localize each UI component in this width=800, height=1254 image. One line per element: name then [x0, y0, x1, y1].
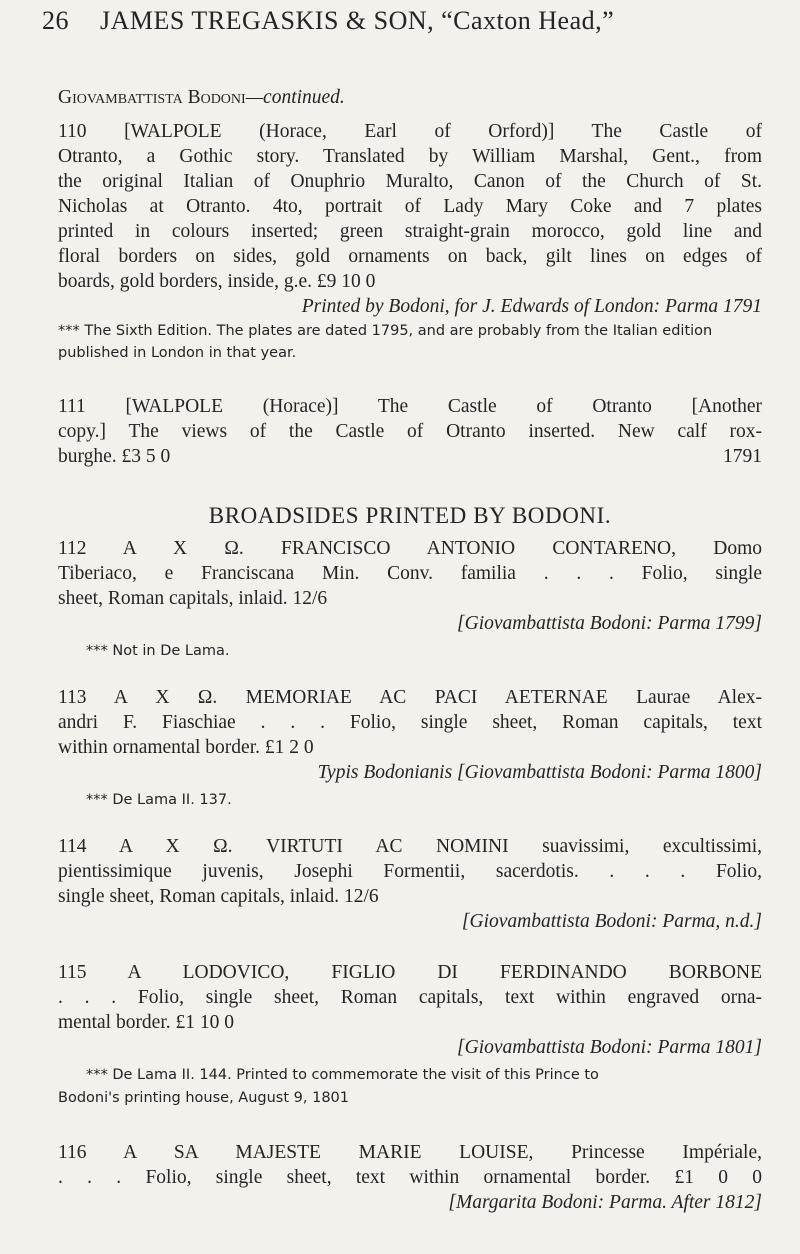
- entry-113-line-1: 113 A X Ω. MEMORIAE AC PACI AETERNAE Laurae Alex-: [58, 687, 762, 708]
- entry-112-note: *** Not in De Lama.: [86, 643, 230, 659]
- running-title: JAMES TREGASKIS & SON, “Caxton Head,”: [100, 6, 615, 35]
- section-name: Giovambattista Bodoni: [58, 87, 246, 108]
- entry-113-line-2: andri F. Fiaschiae . . . Folio, single sheet, Roman capitals, text: [58, 712, 762, 733]
- page-number: 26: [42, 6, 69, 35]
- section-running-head: [58, 86, 762, 110]
- entry-114-line-3: single sheet, Roman capitals, inlaid. 12/6: [58, 886, 379, 907]
- entry-112-line-3: sheet, Roman capitals, inlaid. 12/6: [58, 588, 328, 609]
- entry-110-line-1: 110 [WALPOLE (Horace, Earl of Orford)] The Castle of: [58, 121, 762, 142]
- entry-116-line-2: . . . Folio, single sheet, text within ornamental border. £1 0 0: [58, 1167, 762, 1188]
- section-suffix: —continued.: [245, 87, 345, 108]
- entry-115-line-1: 115 A LODOVICO, FIGLIO DI FERDINANDO BORBONE: [58, 962, 762, 983]
- entry-114-line-1: 114 A X Ω. VIRTUTI AC NOMINI suavissimi, excultissimi,: [58, 836, 762, 857]
- entry-110-line-2: Otranto, a Gothic story. Translated by William Marshal, Gent., from: [58, 146, 762, 167]
- entry-115-imprint: [Giovambattista Bodoni: Parma 1801]: [457, 1037, 762, 1058]
- entry-113-line-3: within ornamental border. £1 2 0: [58, 737, 314, 758]
- entry-113-note: *** De Lama II. 137.: [86, 792, 232, 808]
- entry-114-line-2: pientissimique juvenis, Josephi Formentii, sacerdotis. . . . Folio,: [58, 861, 762, 882]
- entry-110-line-7: boards, gold borders, inside, g.e. £9 10 0: [58, 271, 376, 292]
- entry-110-line-5: printed in colours inserted; green straight-grain morocco, gold line and: [58, 221, 762, 242]
- entry-115-note: *** De Lama II. 144. Printed to commemorate the visit of this Prince to: [86, 1067, 599, 1083]
- entry-116-imprint: [Margarita Bodoni: Parma. After 1812]: [448, 1192, 762, 1213]
- entry-112-imprint: [Giovambattista Bodoni: Parma 1799]: [457, 613, 762, 634]
- entry-110-line-6: floral borders on sides, gold ornaments on back, gilt lines on edges of: [58, 246, 762, 267]
- entry-110-note: *** The Sixth Edition. The plates are dated 1795, and are probably from the Italian edition published in London in that year.: [58, 323, 713, 361]
- entry-110-line-4: Nicholas at Otranto. 4to, portrait of Lady Mary Coke and 7 plates: [58, 196, 762, 217]
- entry-115-line-3: mental border. £1 10 0: [58, 1012, 235, 1033]
- entry-110-imprint: Printed by Bodoni, for J. Edwards of London: Parma 1791: [301, 296, 762, 317]
- entry-111-date: 1791: [723, 446, 762, 467]
- broadsides-heading: BROADSIDES PRINTED BY BODONI.: [208, 503, 612, 528]
- entry-116-line-1: 116 A SA MAJESTE MARIE LOUISE, Princesse Impériale,: [58, 1142, 762, 1163]
- entry-110-line-3: the original Italian of Onuphrio Muralto, Canon of the Church of St.: [58, 171, 762, 192]
- page-header: [42, 6, 614, 36]
- entry-113-imprint: Typis Bodonianis [Giovambattista Bodoni: Parma 1800]: [317, 762, 762, 783]
- entry-112-line-1: 112 A X Ω. FRANCISCO ANTONIO CONTARENO, Domo: [58, 538, 762, 559]
- entry-111-line-2: copy.] The views of the Castle of Otranto inserted. New calf rox-: [58, 421, 762, 442]
- entry-112-line-2: Tiberiaco, e Franciscana Min. Conv. familia . . . Folio, single: [58, 563, 762, 584]
- entry-114-imprint: [Giovambattista Bodoni: Parma, n.d.]: [461, 911, 762, 932]
- entry-111-line-1: 111 [WALPOLE (Horace)] The Castle of Otranto [Another: [58, 396, 762, 417]
- entry-115-note-cont: Bodoni's printing house, August 9, 1801: [58, 1090, 350, 1106]
- entry-115-line-2: . . . Folio, single sheet, Roman capitals, text within engraved orna-: [58, 987, 762, 1008]
- entry-111-line-3: burghe. £3 5 0: [58, 446, 171, 467]
